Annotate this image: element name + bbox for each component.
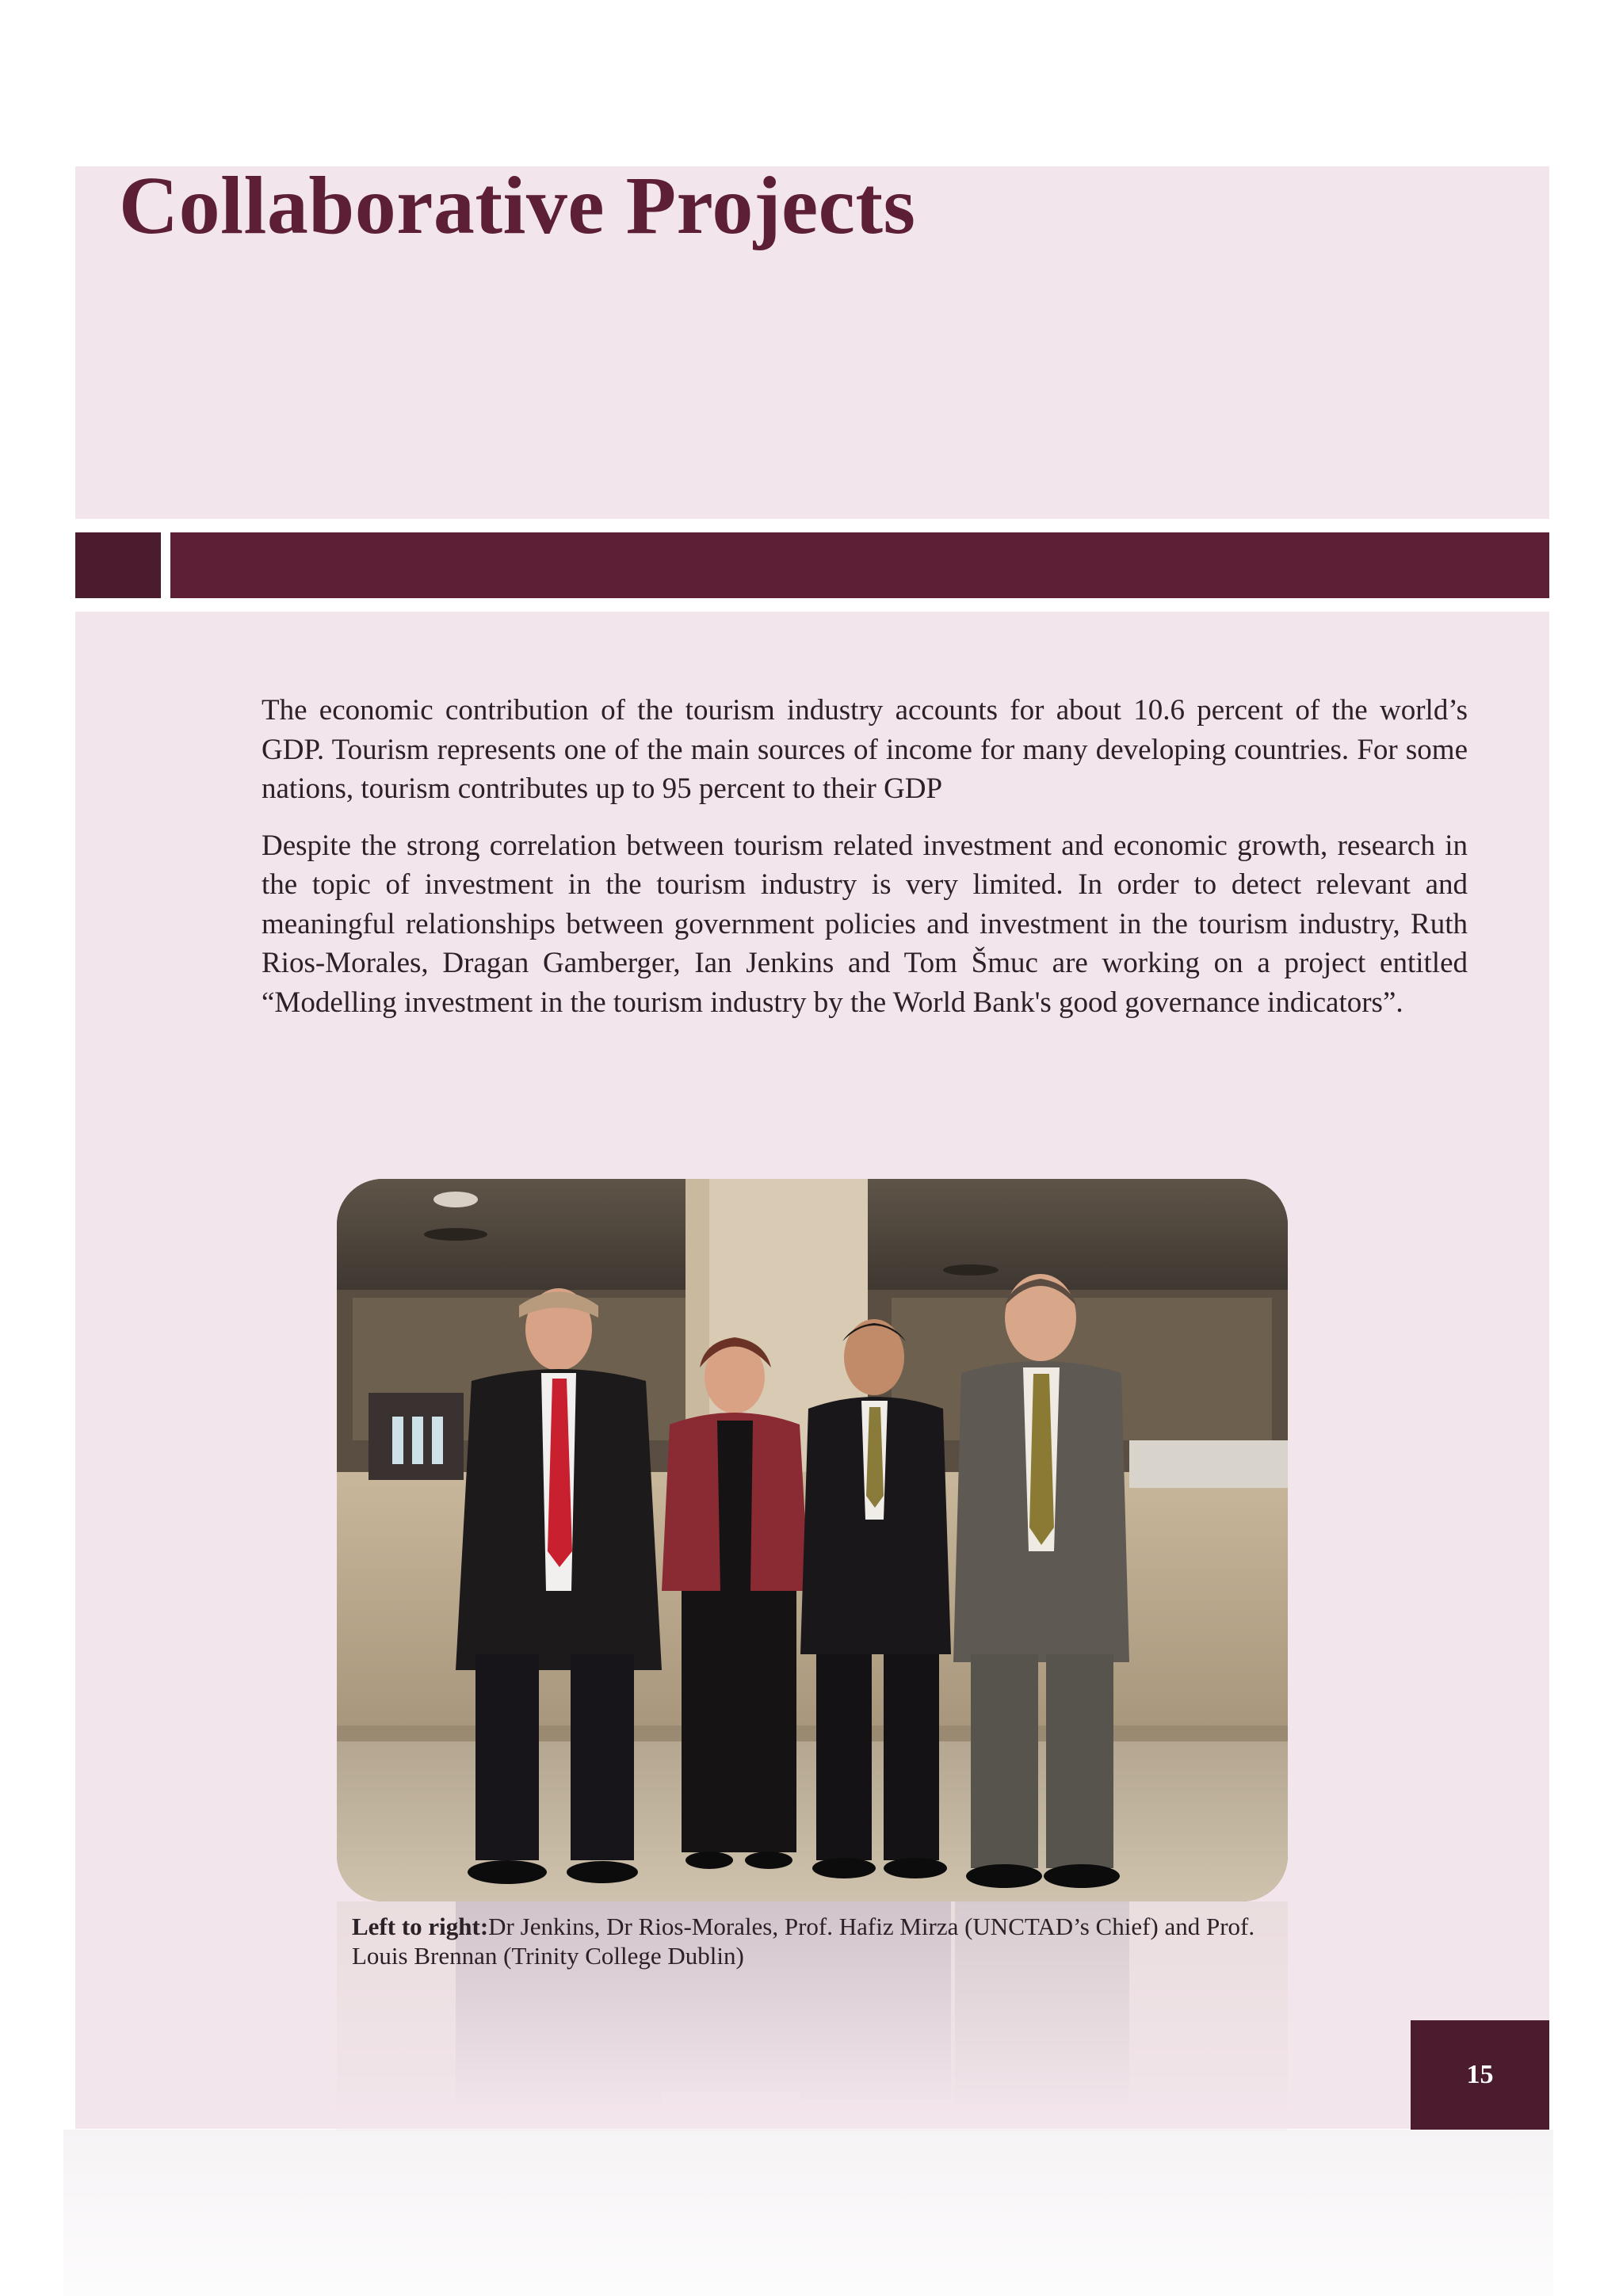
header-bar (170, 532, 1549, 598)
page-number-badge (1411, 2020, 1549, 2130)
page-title: Collaborative Projects (119, 160, 916, 251)
paragraph-2: Despite the strong correlation between tourism related investment and economic growth, research in the topic of investment in the tourism industry is very limited. In order to detect relevant and meaningful relationships between government policies and investment in the tourism industry, Ruth Rios-Morales, Dragan Gamberger, Ian Jenkins and Tom Šmuc are working on a project entitled “Modelling investment in the tourism industry by the World Bank's good governance indicators”. (262, 829, 1468, 1019)
caption-text: Dr Jenkins, Dr Rios-Morales, Prof. Hafiz Mirza (UNCTAD’s Chief) and Prof. Louis Brennan (Trinity College Dublin) (352, 1913, 1255, 1970)
caption-lead: Left to right: (352, 1913, 489, 1940)
photo-caption (352, 1912, 1287, 1970)
page-number: 15 (1466, 2060, 1494, 2089)
paragraph-1: The economic contribution of the tourism industry accounts for about 10.6 percent of the world’s GDP. Tourism represents one of the main sources of income for many developing countries. For some nations, tourism contributes up to 95 percent to their GDP (262, 694, 1468, 805)
header-bar-square (75, 532, 161, 598)
page-bottom-margin (63, 2130, 1553, 2296)
group-photo (337, 1179, 1288, 1901)
article-body (262, 691, 1468, 1039)
